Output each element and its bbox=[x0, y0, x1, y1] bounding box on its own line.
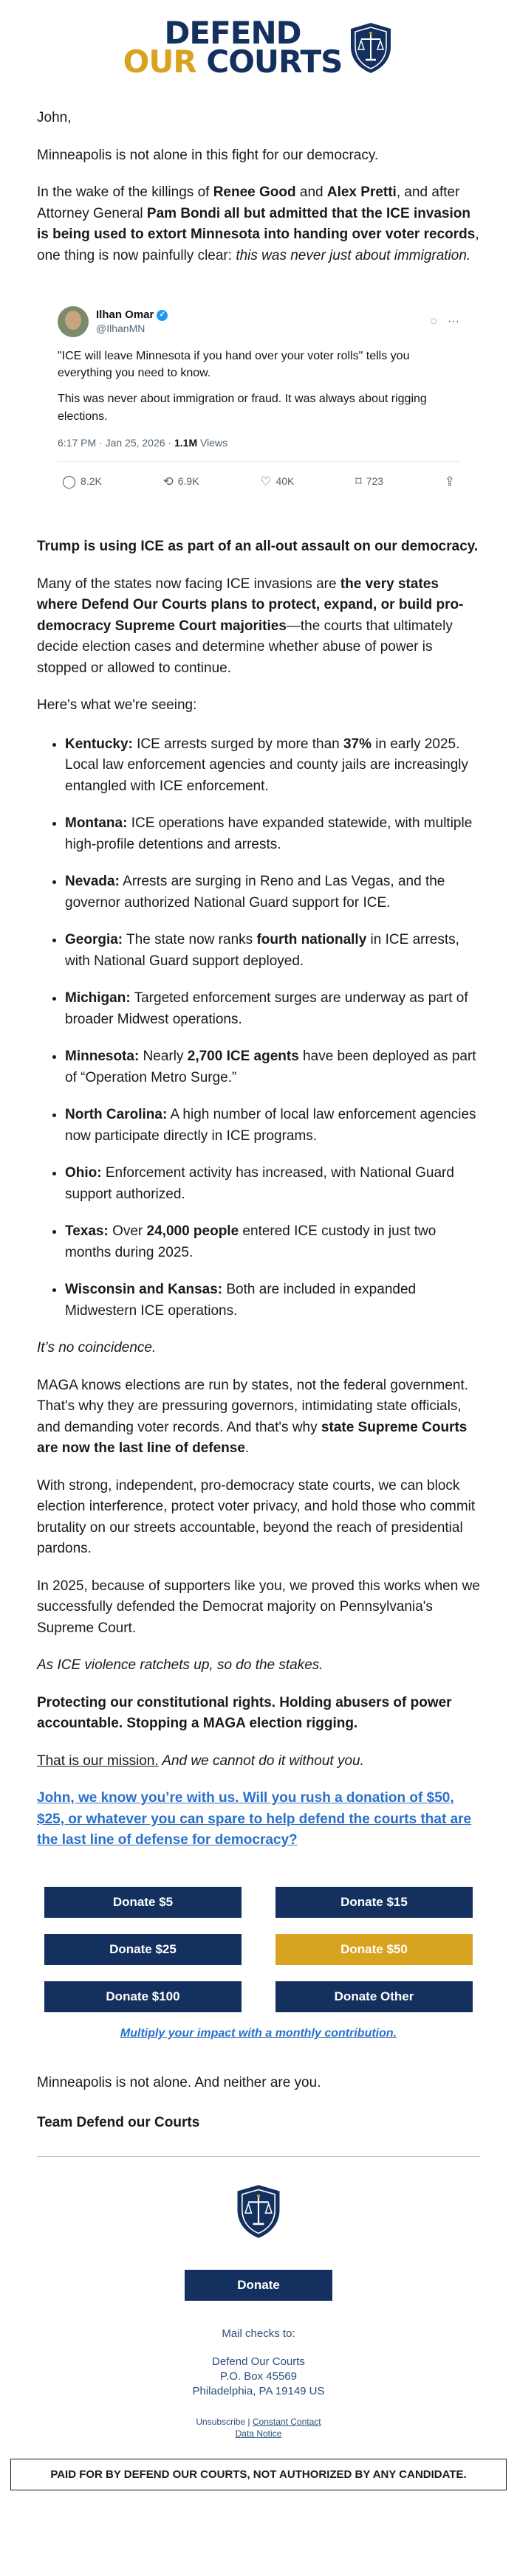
strong-courts-paragraph: With strong, independent, pro-democracy state courts, we can block election interference, protect voter privacy, and hold those who commit brutality on our streets accountable, beyond the reach of presidential pardons. bbox=[37, 1477, 476, 1557]
text-run: , one thing is now painfully clear: bbox=[37, 227, 479, 263]
state-name: Minnesota: bbox=[65, 1049, 140, 1065]
state-name: Georgia: bbox=[65, 932, 123, 948]
heart-icon: ♡ bbox=[260, 474, 272, 488]
text-run: Nearly bbox=[139, 1049, 188, 1065]
constant-contact-link[interactable]: Constant Contact bbox=[252, 2416, 321, 2427]
like-count: 40K bbox=[275, 475, 295, 487]
list-item bbox=[65, 988, 480, 1030]
grok-icon[interactable]: ◌ bbox=[430, 315, 438, 328]
text-bold: Pam Bondi all but admitted that the ICE invasion is being used to extort Minnesota into handing over voter records bbox=[37, 205, 476, 242]
bookmark-button[interactable] bbox=[355, 472, 383, 491]
tweet-name-text: Ilhan Omar bbox=[96, 308, 154, 321]
text-run: entered ICE custody in just two months during 2025. bbox=[65, 1223, 436, 1260]
text-underline: That is our mission. bbox=[37, 1753, 159, 1769]
text-bold: 2,700 ICE agents bbox=[187, 1049, 299, 1065]
tweet-time: 6:17 PM · Jan 25, 2026 · bbox=[58, 436, 174, 449]
signoff-team bbox=[37, 2113, 480, 2134]
text-run: The state now ranks bbox=[123, 932, 257, 948]
tweet-author bbox=[96, 308, 168, 335]
logo-courts: COURTS bbox=[206, 44, 343, 80]
avatar[interactable] bbox=[58, 306, 89, 337]
context-paragraph bbox=[37, 182, 480, 266]
mission-paragraph bbox=[37, 1751, 480, 1772]
text-run: in early 2025. Local law enforcement agencies and county jails are increasingly entangled with ICE enforcement. bbox=[65, 736, 469, 794]
tweet-views-count: 1.1M bbox=[174, 436, 198, 449]
text-run: —the courts that ultimately decide election cases and determine whether abuse of power is stopped or allowed to continue. bbox=[37, 618, 453, 676]
text-run: In the wake of the killings of bbox=[37, 184, 213, 200]
donate-button-grid bbox=[44, 1887, 473, 2012]
logo-line-defend: DEFEND bbox=[164, 15, 301, 52]
tweet-author-name[interactable] bbox=[96, 308, 168, 322]
stakes-line bbox=[37, 1655, 480, 1677]
greeting: John, bbox=[37, 110, 72, 125]
footer bbox=[0, 2157, 517, 2490]
state-name: Kentucky: bbox=[65, 736, 133, 752]
tweet-views-label: Views bbox=[197, 436, 228, 449]
donate-100-button[interactable]: Donate $100 bbox=[44, 1981, 242, 2012]
text-run: Both are included in expanded Midwestern ICE operations. bbox=[65, 1282, 417, 1319]
list-item bbox=[65, 1046, 480, 1088]
maga-paragraph bbox=[37, 1375, 480, 1460]
unsubscribe-link[interactable]: Unsubscribe bbox=[196, 2416, 246, 2427]
share-button[interactable] bbox=[445, 472, 455, 491]
footer-links bbox=[0, 2416, 517, 2439]
mail-checks-label: Mail checks to: bbox=[222, 2327, 295, 2340]
paid-for-disclaimer: PAID FOR BY DEFEND OUR COURTS, NOT AUTHORIZED BY ANY CANDIDATE. bbox=[10, 2459, 507, 2490]
tweet-handle[interactable]: @IlhanMN bbox=[96, 322, 145, 334]
states-list bbox=[37, 734, 480, 1322]
text-italic: It’s no coincidence. bbox=[37, 1340, 157, 1356]
reply-icon: ◯ bbox=[62, 474, 77, 488]
list-item bbox=[65, 930, 480, 972]
header-logo[interactable] bbox=[0, 0, 517, 80]
signoff-line: Minneapolis is not alone. And neither are you. bbox=[37, 2074, 321, 2090]
list-item bbox=[65, 1163, 480, 1205]
embedded-tweet[interactable] bbox=[44, 290, 473, 504]
text-run: Enforcement activity has increased, with National Guard support authorized. bbox=[65, 1165, 454, 1202]
state-name: Texas: bbox=[65, 1223, 109, 1240]
team-name: Team Defend our Courts bbox=[37, 2115, 200, 2131]
monthly-contribution-link[interactable]: Multiply your impact with a monthly contribution. bbox=[120, 2026, 397, 2040]
state-name: Wisconsin and Kansas: bbox=[65, 1282, 223, 1298]
text-bold: Protecting our constitutional rights. Holding abusers of power accountable. Stopping a MAGA election rigging. bbox=[37, 1694, 452, 1732]
footer-donate-button[interactable]: Donate bbox=[185, 2270, 332, 2301]
donate-25-button[interactable]: Donate $25 bbox=[44, 1934, 242, 1965]
like-button[interactable] bbox=[260, 472, 294, 491]
state-name: Montana: bbox=[65, 815, 128, 832]
tweet-text bbox=[58, 348, 459, 425]
text-run: , and after Attorney General bbox=[37, 184, 460, 221]
text-run: Many of the states now facing ICE invasions are bbox=[37, 576, 340, 592]
logo-wordmark bbox=[123, 15, 343, 80]
reply-count: 8.2K bbox=[81, 475, 102, 487]
text-italic: this was never just about immigration. bbox=[236, 247, 471, 263]
tweet-text-line: This was never about immigration or fraud. It was always about rigging elections. bbox=[58, 393, 427, 423]
cta-paragraph bbox=[37, 1788, 480, 1851]
state-name: Ohio: bbox=[65, 1165, 102, 1181]
bookmark-icon: ⌑ bbox=[355, 474, 362, 488]
text-run: A high number of local law enforcement agencies now participate directly in ICE programs. bbox=[65, 1107, 476, 1144]
text-italic: As ICE violence ratchets up, so do the stakes. bbox=[37, 1657, 323, 1674]
text-run: have been deployed as part of “Operation Metro Surge.” bbox=[65, 1049, 476, 1085]
reply-button[interactable] bbox=[62, 472, 102, 491]
state-name: Nevada: bbox=[65, 874, 120, 890]
text-run: Over bbox=[108, 1223, 147, 1240]
scales-shield-icon[interactable] bbox=[233, 2183, 284, 2240]
repost-icon: ⟲ bbox=[162, 474, 174, 488]
tweet-text-line: "ICE will leave Minnesota if you hand over your voter rolls" tells you everything you need to know. bbox=[58, 350, 410, 380]
state-name: North Carolina: bbox=[65, 1107, 168, 1123]
list-item bbox=[65, 1105, 480, 1147]
address-line: Philadelphia, PA 19149 US bbox=[192, 2385, 325, 2398]
text-run: . bbox=[244, 1440, 250, 1457]
text-bold: state Supreme Courts are now the last line of defense bbox=[37, 1419, 468, 1457]
text-run: ICE arrests surged by more than bbox=[132, 736, 343, 752]
list-item bbox=[65, 813, 480, 855]
verified-badge-icon: ✓ bbox=[157, 310, 168, 321]
mailing-address bbox=[0, 2355, 517, 2400]
logo-our: OUR bbox=[123, 44, 196, 80]
tweet-header bbox=[58, 306, 459, 337]
list-item bbox=[65, 1280, 480, 1322]
text-run: MAGA knows elections are run by states, not the federal government. That's why they are pressuring governors, intimidating state officials, and demanding voter records. And that's why bbox=[37, 1377, 469, 1435]
signoff bbox=[0, 2073, 517, 2134]
text-bold: the very states where Defend Our Courts plans to protect, expand, or build pro-democracy Supreme Court majorities bbox=[37, 576, 464, 634]
section-heading: Trump is using ICE as part of an all-out assault on our democracy. bbox=[37, 539, 479, 555]
intro-paragraph: Minneapolis is not alone in this fight for our democracy. bbox=[37, 147, 379, 163]
logo-line-our-courts bbox=[123, 44, 343, 80]
list-item bbox=[65, 1221, 480, 1263]
pennsylvania-paragraph: In 2025, because of supporters like you, we proved this works when we successfully defended the Democrat majority on Pennsylvania's Supreme Court. bbox=[37, 1578, 480, 1636]
bookmark-count: 723 bbox=[366, 475, 384, 487]
scales-shield-icon bbox=[348, 21, 394, 75]
tweet-timestamp[interactable] bbox=[58, 435, 459, 451]
donate-50-button[interactable]: Donate $50 bbox=[275, 1934, 473, 1965]
text-run: Arrests are surging in Reno and Las Vegas, and the governor authorized National Guard support for ICE. bbox=[65, 874, 445, 911]
tweet-tools bbox=[431, 313, 460, 331]
text-run: ICE operations have expanded statewide, with multiple high-profile detentions and arrests. bbox=[65, 815, 473, 852]
state-name: Michigan: bbox=[65, 990, 131, 1006]
text-bold: Renee Good bbox=[213, 184, 296, 200]
more-options-icon[interactable]: ··· bbox=[448, 315, 459, 328]
donate-5-button[interactable]: Donate $5 bbox=[44, 1887, 242, 1918]
text-run: and bbox=[295, 184, 327, 200]
coincidence-line bbox=[37, 1338, 480, 1359]
monthly-contribution bbox=[0, 2027, 517, 2040]
donate-cta-link[interactable]: John, we know you’re with us. Will you rush a donation of $50, $25, or whatever you can spare to help defend the courts that are the last line of defense for democracy? bbox=[37, 1790, 472, 1848]
text-bold: 24,000 people bbox=[146, 1223, 239, 1240]
text-italic: And we cannot do it without you. bbox=[158, 1753, 364, 1769]
protecting-paragraph bbox=[37, 1693, 480, 1735]
donate-15-button[interactable]: Donate $15 bbox=[275, 1887, 473, 1918]
share-icon: ⇪ bbox=[444, 474, 455, 488]
tweet-actions bbox=[58, 462, 459, 494]
email-body bbox=[0, 108, 517, 1851]
text-run: in ICE arrests, with National Guard support deployed. bbox=[65, 932, 459, 969]
list-item bbox=[65, 871, 480, 914]
text-bold: fourth nationally bbox=[256, 932, 367, 948]
text-bold: Alex Pretti bbox=[326, 184, 397, 200]
donate-other-button[interactable]: Donate Other bbox=[275, 1981, 473, 2012]
repost-count: 6.9K bbox=[177, 475, 199, 487]
link-separator: | bbox=[245, 2416, 253, 2427]
states-paragraph bbox=[37, 574, 480, 680]
repost-button[interactable] bbox=[162, 472, 199, 491]
data-notice-link[interactable]: Data Notice bbox=[235, 2428, 282, 2439]
seeing-paragraph: Here's what we're seeing: bbox=[37, 697, 197, 714]
text-run: Targeted enforcement surges are underway as part of broader Midwest operations. bbox=[65, 990, 468, 1027]
address-line: Defend Our Courts bbox=[212, 2355, 305, 2368]
list-item bbox=[65, 734, 480, 798]
address-line: P.O. Box 45569 bbox=[220, 2370, 297, 2383]
text-bold: 37% bbox=[343, 736, 372, 752]
